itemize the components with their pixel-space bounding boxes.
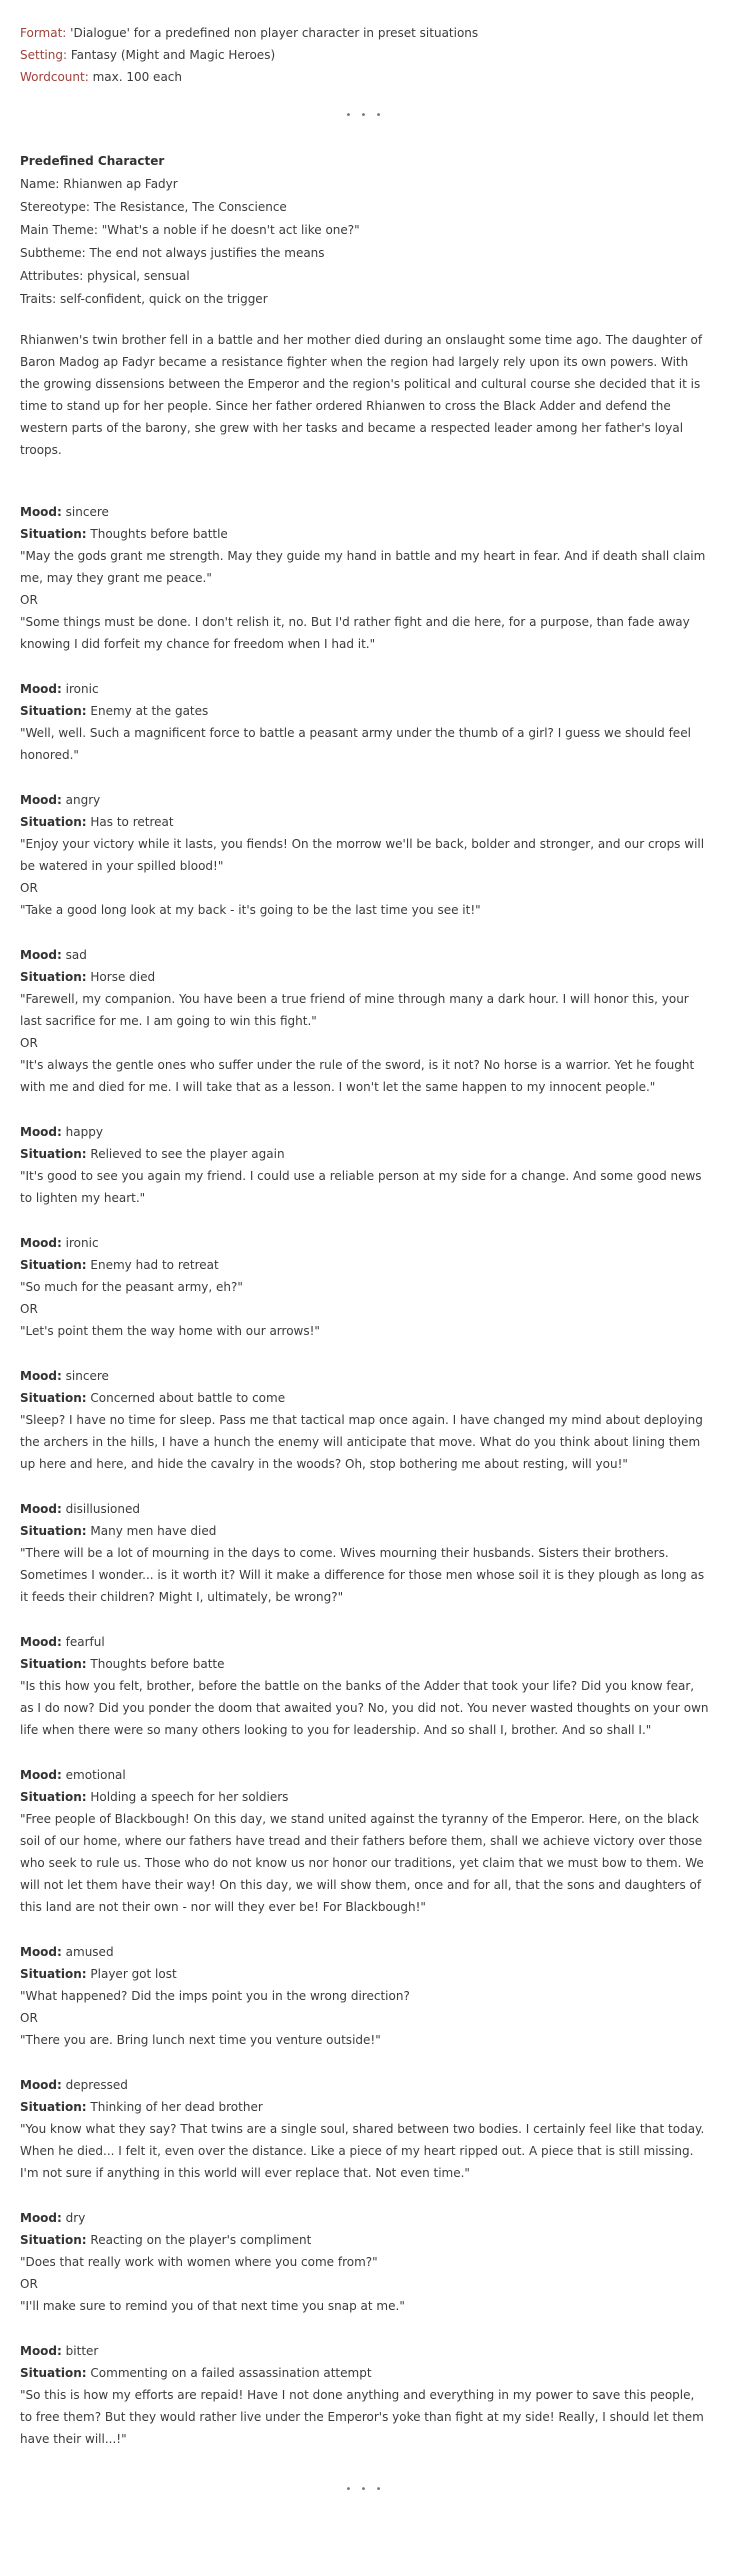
mood-label: Mood: (20, 1502, 62, 1516)
situation-row (20, 1963, 710, 1985)
mood-value: fearful (65, 1635, 105, 1649)
dialogue-quote: "Well, well. Such a magnificent force to battle a peasant army under the thumb of a girl? I guess we should feel honored." (20, 726, 691, 762)
mood-row (20, 1121, 710, 1143)
situation-value: Holding a speech for her soldiers (90, 1790, 289, 1804)
situation-label: Situation: (20, 815, 87, 829)
situation-label: Situation: (20, 2100, 87, 2114)
situation-row (20, 1520, 710, 1542)
format-label: Format: (20, 26, 67, 40)
situation-value: Relieved to see the player again (90, 1147, 285, 1161)
mood-row (20, 1498, 710, 1520)
mood-label: Mood: (20, 1768, 62, 1782)
mood-label: Mood: (20, 2211, 62, 2225)
mood-value: sad (65, 948, 87, 962)
dialogue-quote: "Is this how you felt, brother, before the battle on the banks of the Adder that took your life? Did you know fear, as I do now? Did you ponder the doom that awaited you? No, you did not. You never wasted thoughts on your own life when there were so many others looking to you for leadership. And so shall I, brother. And so shall I." (20, 1679, 709, 1737)
dialogue-entry (20, 1764, 710, 1918)
character-main-theme: Main Theme: "What's a noble if he doesn't act like one?" (20, 223, 360, 237)
situation-row (20, 2362, 710, 2384)
setting-value: Fantasy (Might and Magic Heroes) (67, 48, 276, 62)
situation-label: Situation: (20, 1790, 87, 1804)
mood-label: Mood: (20, 2078, 62, 2092)
situation-row (20, 1653, 710, 1675)
character-bio: Rhianwen's twin brother fell in a battle and her mother died during an onslaught some time ago. The daughter of Baron Madog ap Fadyr became a resistance fighter when the region had largely rely upon its own powers. With the growing dissensions between the Emperor and the region's political and cultural course she decided that it is time to stand up for her people. Since her father ordered Rhianwen to cross the Black Adder and defend the western parts of the barony, she grew with her tasks and became a respected leader among her father's loyal troops. (20, 333, 703, 457)
mood-value: bitter (65, 2344, 99, 2358)
mood-value: sincere (65, 1369, 109, 1383)
situation-row (20, 700, 710, 722)
dialogue-entry (20, 501, 710, 655)
character-subtheme: Subtheme: The end not always justifies the means (20, 246, 325, 260)
dialogue-quote: "There you are. Bring lunch next time you venture outside!" (20, 2033, 381, 2047)
mood-value: depressed (65, 2078, 128, 2092)
dialogue-entry (20, 1121, 710, 1209)
dialogue-quote: "Some things must be done. I don't relish it, no. But I'd rather fight and die here, for a purpose, than fade away knowing I did forfeit my chance for freedom when I had it." (20, 615, 690, 651)
character-block (20, 150, 710, 461)
mood-value: disillusioned (65, 1502, 140, 1516)
mood-row (20, 2207, 710, 2229)
mood-row (20, 1764, 710, 1786)
dialogue-quote: "Let's point them the way home with our arrows!" (20, 1324, 320, 1338)
situation-value: Enemy had to retreat (90, 1258, 219, 1272)
mood-label: Mood: (20, 1369, 62, 1383)
situation-label: Situation: (20, 527, 87, 541)
dialogue-quote: "Enjoy your victory while it lasts, you fiends! On the morrow we'll be back, bolder and stronger, and our crops will be watered in your spilled blood!" (20, 837, 705, 873)
or-separator: OR (20, 1302, 38, 1316)
mood-label: Mood: (20, 1635, 62, 1649)
dialogue-quote: "So this is how my efforts are repaid! Have I not done anything and everything in my power to save this people, to free them? But they would rather live under the Emperor's yoke than fight at my side! Really, I should let them have their will...!" (20, 2388, 704, 2446)
situation-label: Situation: (20, 2366, 87, 2380)
character-name: Name: Rhianwen ap Fadyr (20, 177, 178, 191)
mood-row (20, 2340, 710, 2362)
situation-value: Reacting on the player's compliment (90, 2233, 312, 2247)
dialogue-quote: "Take a good long look at my back - it's going to be the last time you see it!" (20, 903, 481, 917)
dialogue-entry (20, 2207, 710, 2317)
format-value: 'Dialogue' for a predefined non player character in preset situations (66, 26, 479, 40)
setting-label: Setting: (20, 48, 68, 62)
mood-row (20, 789, 710, 811)
setting-line (20, 44, 710, 66)
situation-label: Situation: (20, 1657, 87, 1671)
situation-row (20, 1254, 710, 1276)
dialogue-quote: "So much for the peasant army, eh?" (20, 1280, 243, 1294)
dialogue-quote: "It's always the gentle ones who suffer under the rule of the sword, is it not? No horse is a warrior. Yet he fought with me and died for me. I will take that as a lesson. I won't let the same happen to my innocent people." (20, 1058, 695, 1094)
situation-label: Situation: (20, 704, 87, 718)
situation-value: Horse died (90, 970, 156, 984)
situation-label: Situation: (20, 2233, 87, 2247)
mood-value: emotional (65, 1768, 126, 1782)
dialogue-quote: "You know what they say? That twins are a single soul, shared between two bodies. I certainly feel like that today. When he died... I felt it, even over the distance. Like a piece of my heart ripped out. A piece that is still missing. I'm not sure if anything in this world will ever replace that. Not even time." (20, 2122, 705, 2180)
situation-label: Situation: (20, 1967, 87, 1981)
dialogue-quote: "May the gods grant me strength. May they guide my hand in battle and my heart in fear. And if death shall claim me, may they grant me peace." (20, 549, 706, 585)
mood-label: Mood: (20, 793, 62, 807)
dialogue-entry (20, 789, 710, 921)
dialogue-quote: "What happened? Did the imps point you in the wrong direction? (20, 1989, 410, 2003)
situation-value: Concerned about battle to come (90, 1391, 286, 1405)
character-traits: Traits: self-confident, quick on the trigger (20, 292, 268, 306)
mood-label: Mood: (20, 1125, 62, 1139)
dialogue-quote: "Farewell, my companion. You have been a true friend of mine through many a dark hour. I will honor this, your last sacrifice for me. I am going to win this fight." (20, 992, 689, 1028)
situation-value: Player got lost (90, 1967, 177, 1981)
situation-row (20, 2096, 710, 2118)
mood-row (20, 2074, 710, 2096)
dialogue-quote: "Free people of Blackbough! On this day, we stand united against the tyranny of the Emperor. Here, on the black soil of our home, where our fathers have tread and their fathers before them, shall we achieve victory over those who seek to rule us. Those who do not know us nor honor our traditions, yet claim that we must bow to them. We will not let them have their way! On this day, we will show them, once and for all, that the sons and daughters of this land are not their own - nor will they ever be! For Blackbough!" (20, 1812, 704, 1914)
dialogue-quote: "It's good to see you again my friend. I could use a reliable person at my side for a change. And some good news to lighten my heart." (20, 1169, 702, 1205)
mood-row (20, 1365, 710, 1387)
situation-row (20, 523, 710, 545)
dialogue-entry (20, 944, 710, 1098)
mood-label: Mood: (20, 1236, 62, 1250)
dialogue-quote: "Does that really work with women where you come from?" (20, 2255, 378, 2269)
dialogue-quote: "There will be a lot of mourning in the days to come. Wives mourning their husbands. Sisters their brothers. Sometimes I wonder... is it worth it? Will it make a difference for those men whose soil it is they plough as long as it feeds their children? Might I, ultimately, be wrong?" (20, 1546, 705, 1604)
situation-label: Situation: (20, 1524, 87, 1538)
situation-label: Situation: (20, 970, 87, 984)
dialogue-entry (20, 678, 710, 766)
situation-value: Many men have died (90, 1524, 217, 1538)
mood-label: Mood: (20, 2344, 62, 2358)
situation-value: Thinking of her dead brother (90, 2100, 263, 2114)
situation-row (20, 1786, 710, 1808)
mood-row (20, 1631, 710, 1653)
character-stereotype: Stereotype: The Resistance, The Conscience (20, 200, 287, 214)
or-separator: OR (20, 593, 38, 607)
situation-value: Commenting on a failed assassination attempt (90, 2366, 372, 2380)
end-separator: • • • (345, 2484, 385, 2495)
situation-label: Situation: (20, 1391, 87, 1405)
mood-row (20, 501, 710, 523)
dialogue-entry (20, 2074, 710, 2184)
mood-label: Mood: (20, 1945, 62, 1959)
mood-label: Mood: (20, 505, 62, 519)
situation-value: Thoughts before batte (90, 1657, 225, 1671)
mood-value: sincere (65, 505, 109, 519)
mood-value: ironic (65, 1236, 99, 1250)
situation-value: Enemy at the gates (90, 704, 209, 718)
situation-row (20, 811, 710, 833)
mood-value: amused (65, 1945, 114, 1959)
mood-value: dry (65, 2211, 86, 2225)
situation-label: Situation: (20, 1258, 87, 1272)
or-separator: OR (20, 2011, 38, 2025)
mood-label: Mood: (20, 682, 62, 696)
situation-label: Situation: (20, 1147, 87, 1161)
dialogue-entry (20, 1498, 710, 1608)
meta-block (20, 22, 710, 88)
dialogue-entry (20, 1941, 710, 2051)
mood-row (20, 1232, 710, 1254)
dialogue-entry (20, 2340, 710, 2450)
dialogue-quote: "Sleep? I have no time for sleep. Pass me that tactical map once again. I have changed my mind about deploying the archers in the hills, I have a hunch the enemy will anticipate that move. What do you think about lining them up here and here, and hide the cavalry in the woods? Oh, stop bothering me about resting, will you!" (20, 1413, 703, 1471)
wordcount-value: max. 100 each (88, 70, 182, 84)
dialogue-entry (20, 1232, 710, 1342)
mood-label: Mood: (20, 948, 62, 962)
mood-value: ironic (65, 682, 99, 696)
dialogue-entries (20, 501, 710, 2450)
situation-row (20, 2229, 710, 2251)
wordcount-label: Wordcount: (20, 70, 89, 84)
character-attributes: Attributes: physical, sensual (20, 269, 190, 283)
wordcount-line (20, 66, 710, 88)
mood-row (20, 678, 710, 700)
format-line (20, 22, 710, 44)
character-heading: Predefined Character (20, 154, 165, 168)
or-separator: OR (20, 2277, 38, 2291)
situation-row (20, 1387, 710, 1409)
section-separator: • • • (345, 110, 385, 121)
dialogue-entry (20, 1365, 710, 1475)
dialogue-quote: "I'll make sure to remind you of that next time you snap at me." (20, 2299, 405, 2313)
or-separator: OR (20, 1036, 38, 1050)
situation-row (20, 966, 710, 988)
mood-value: angry (65, 793, 101, 807)
situation-row (20, 1143, 710, 1165)
or-separator: OR (20, 881, 38, 895)
situation-value: Has to retreat (90, 815, 174, 829)
situation-value: Thoughts before battle (90, 527, 228, 541)
mood-row (20, 1941, 710, 1963)
mood-value: happy (65, 1125, 103, 1139)
mood-row (20, 944, 710, 966)
dialogue-entry (20, 1631, 710, 1741)
